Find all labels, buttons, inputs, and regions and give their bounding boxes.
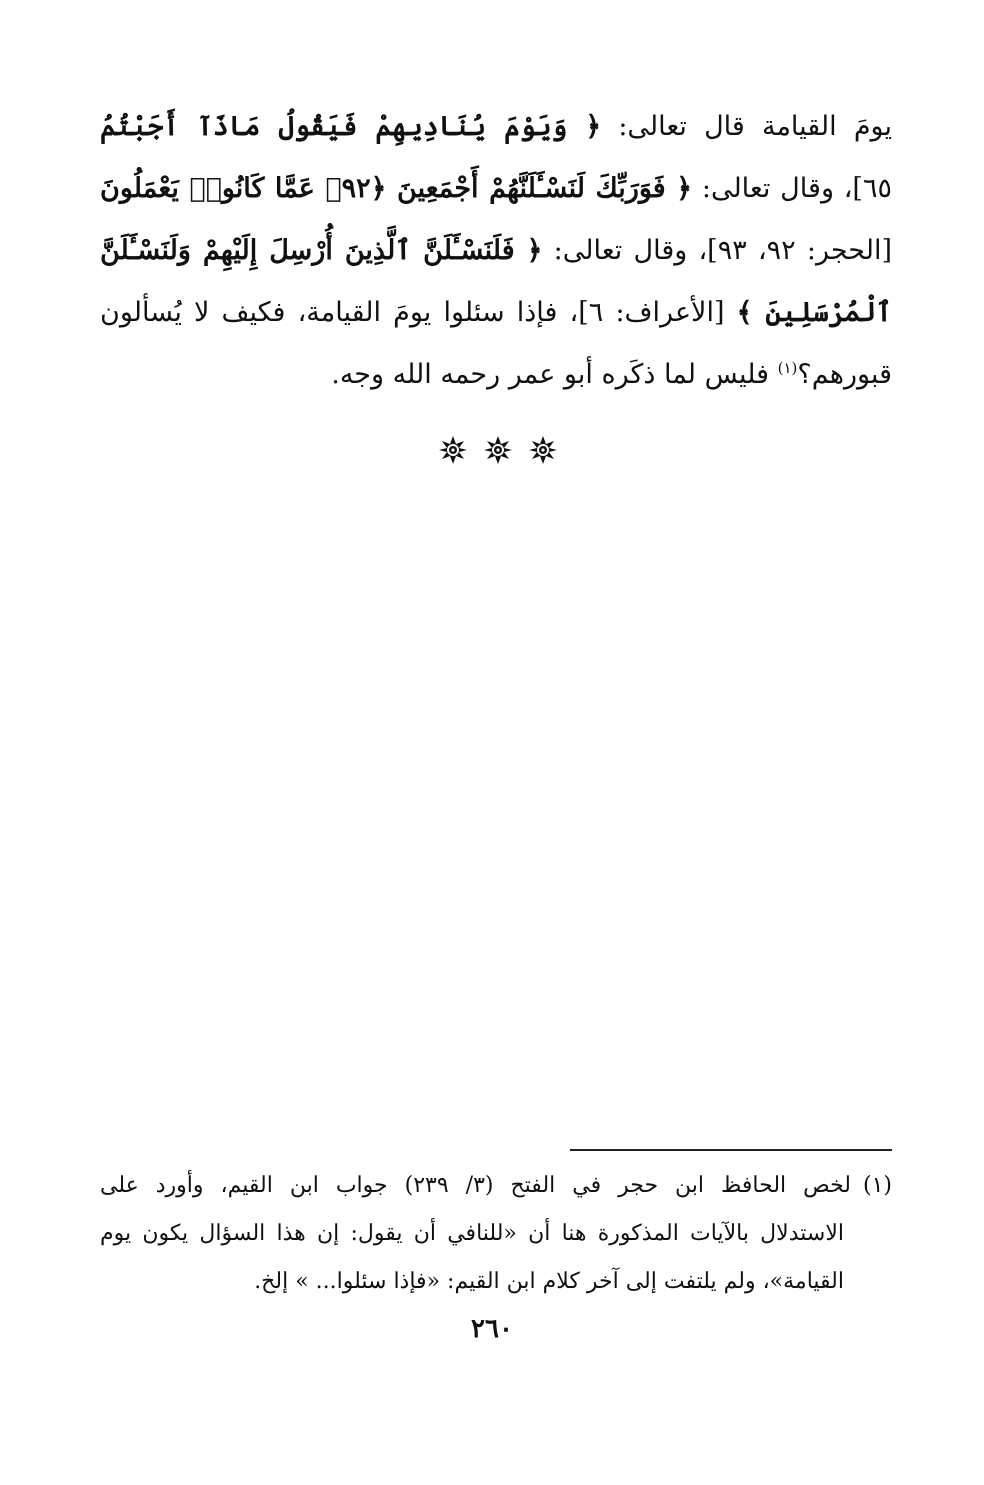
footnote-text: لخص الحافظ ابن حجر في الفتح (٣/ ٢٣٩) جواب ابن القيم، وأورد على — [100, 1173, 851, 1198]
footnote-marker: (١) — [862, 1173, 892, 1198]
section-divider-ornaments — [438, 433, 558, 467]
text-line-3 — [100, 220, 892, 282]
footnote-reference[interactable]: (١) — [777, 359, 798, 377]
rosette-icon — [438, 435, 468, 465]
text-line-4 — [100, 282, 892, 344]
footnotes-block — [100, 1162, 892, 1306]
text-segment: [الحجر: ٩٢، ٩٣]، وقال تعالى: — [542, 235, 892, 266]
text-line-1 — [100, 96, 892, 158]
text-segment: يومَ القيامة قال تعالى: — [601, 111, 892, 142]
quran-verse: ٱلْمُرْسَلِينَ ﴾ — [736, 297, 892, 328]
footnote-separator — [570, 1149, 892, 1151]
text-segment: [الأعراف: ٦]، فإذا سئلوا يومَ القيامة، فكيف لا يُسألون — [100, 297, 725, 328]
rosette-icon — [528, 435, 558, 465]
text-line-5 — [100, 344, 892, 406]
quran-verse: ﴿ فَوَرَبِّكَ لَنَسْـَٔلَنَّهُمْ أَجْمَعِينَ ﴿٩٢﴾ عَمَّا كَانُوا۟ يَعْمَلُونَ — [100, 173, 693, 204]
text-segment: ٦٥]، وقال تعالى: — [692, 173, 892, 204]
main-text-block — [100, 96, 892, 406]
footnote-line-3 — [100, 1258, 892, 1306]
footnote-line-2 — [100, 1210, 892, 1258]
text-segment: قبورهم؟ — [797, 359, 892, 390]
footnote-text: القيامة»، ولم يلتفت إلى آخر كلام ابن القيم: «فإذا سئلوا... » إلخ. — [254, 1269, 844, 1294]
text-segment: فليس لما ذكَره أبو عمر رحمه الله وجه. — [331, 359, 778, 390]
rosette-icon — [483, 435, 513, 465]
page-number: ٢٦٠ — [471, 1314, 513, 1344]
quran-verse: ﴿ وَيَوْمَ يُنَادِيهِمْ فَيَقُولُ مَاذَآ أَجَبْتُمُ — [100, 111, 602, 142]
text-line-2 — [100, 158, 892, 220]
footnote-line-1 — [100, 1162, 892, 1210]
quran-verse: ﴿ فَلَنَسْـَٔلَنَّ ٱلَّذِينَ أُرْسِلَ إِلَيْهِمْ وَلَنَسْـَٔلَنَّ — [100, 235, 543, 266]
footnote-text: الاستدلال بالآيات المذكورة هنا أن «للنافي أن يقول: إن هذا السؤال يكون يوم — [100, 1221, 844, 1246]
